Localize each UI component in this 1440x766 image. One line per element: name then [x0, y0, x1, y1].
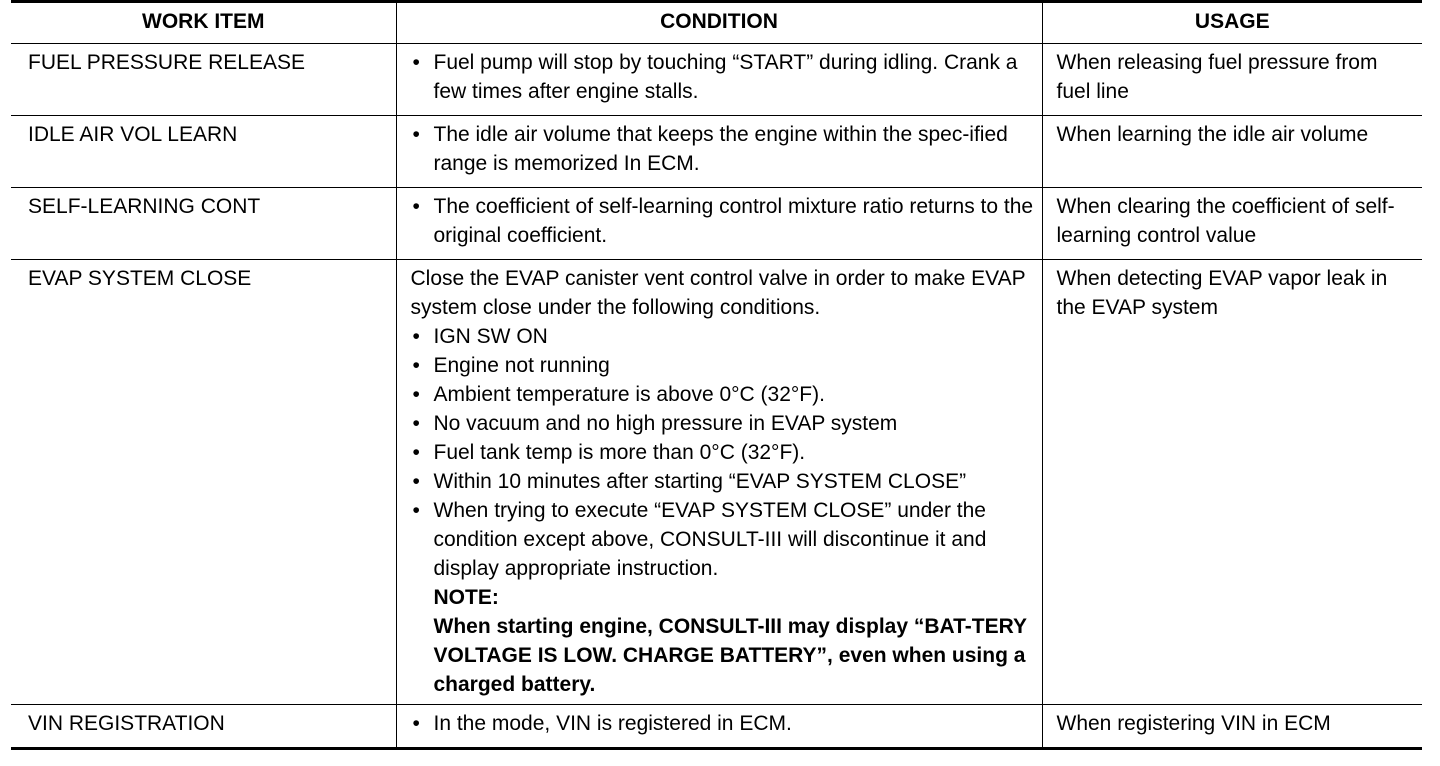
note-text: When starting engine, CONSULT-III may display “BAT-TERY VOLTAGE IS LOW. CHARGE BATTERY”, even when using a charged battery.	[433, 615, 1027, 696]
work-item-cell: SELF-LEARNING CONT	[11, 188, 396, 260]
work-item-cell: EVAP SYSTEM CLOSE	[11, 260, 396, 705]
condition-item: • Engine not running	[411, 351, 1034, 380]
table-row	[11, 44, 1422, 116]
condition-item: • No vacuum and no high pressure in EVAP system	[411, 409, 1034, 438]
condition-cell	[396, 44, 1042, 116]
work-item-cell: IDLE AIR VOL LEARN	[11, 116, 396, 188]
condition-cell	[396, 705, 1042, 749]
condition-list	[411, 120, 1034, 178]
condition-cell	[396, 260, 1042, 705]
header-work-item: WORK ITEM	[11, 2, 396, 44]
condition-item: • Within 10 minutes after starting “EVAP SYSTEM CLOSE”	[411, 467, 1034, 496]
condition-item: • The coefficient of self-learning control mixture ratio returns to the original coefficient.	[411, 192, 1034, 250]
work-support-table	[11, 0, 1422, 750]
usage-cell: When clearing the coefficient of self-learning control value	[1042, 188, 1422, 260]
work-item-cell: FUEL PRESSURE RELEASE	[11, 44, 396, 116]
condition-intro: Close the EVAP canister vent control valve in order to make EVAP system close under the following conditions.	[410, 267, 1026, 319]
table-row	[11, 188, 1422, 260]
condition-cell	[396, 188, 1042, 260]
condition-cell	[396, 116, 1042, 188]
condition-item: • Ambient temperature is above 0°C (32°F).	[411, 380, 1034, 409]
condition-item: • When trying to execute “EVAP SYSTEM CLOSE” under the condition except above, CONSULT-III will discontinue it and display appropriate instruction.	[411, 496, 1034, 583]
table-row	[11, 116, 1422, 188]
condition-list	[411, 709, 1034, 738]
table-row	[11, 705, 1422, 749]
condition-list	[411, 192, 1034, 250]
usage-cell: When registering VIN in ECM	[1042, 705, 1422, 749]
header-row	[11, 2, 1422, 44]
condition-list	[411, 48, 1034, 106]
condition-item: • IGN SW ON	[411, 322, 1034, 351]
condition-item: • In the mode, VIN is registered in ECM.	[411, 709, 1034, 738]
work-item-cell: VIN REGISTRATION	[11, 705, 396, 749]
condition-item: • Fuel pump will stop by touching “START” during idling. Crank a few times after engine stalls.	[411, 48, 1034, 106]
table-row	[11, 260, 1422, 705]
table-body	[11, 44, 1422, 749]
header-usage: USAGE	[1042, 2, 1422, 44]
header-condition: CONDITION	[396, 2, 1042, 44]
work-support-table-container	[11, 0, 1422, 750]
condition-item: • The idle air volume that keeps the engine within the spec-ified range is memorized In ECM.	[411, 120, 1034, 178]
condition-list	[411, 322, 1034, 583]
usage-cell: When detecting EVAP vapor leak in the EVAP system	[1042, 260, 1422, 705]
condition-item: • Fuel tank temp is more than 0°C (32°F).	[411, 438, 1034, 467]
table-header	[11, 2, 1422, 44]
note-label: NOTE:	[433, 586, 499, 609]
usage-cell: When releasing fuel pressure from fuel line	[1042, 44, 1422, 116]
usage-cell: When learning the idle air volume	[1042, 116, 1422, 188]
